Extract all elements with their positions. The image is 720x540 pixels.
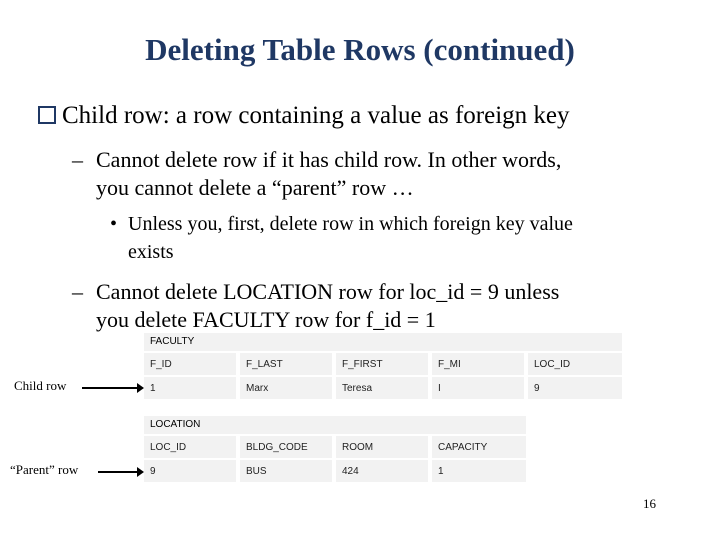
sub-bullet-2-line-1: Cannot delete LOCATION row for loc_id = 9 unless — [96, 279, 560, 304]
location-header-cell: BLDG_CODE — [240, 436, 332, 458]
faculty-data-cell: I — [432, 377, 524, 399]
faculty-header-cell: F_ID — [144, 353, 236, 375]
faculty-header-cell: F_MI — [432, 353, 524, 375]
slide-title: Deleting Table Rows (continued) — [145, 32, 575, 67]
dot-bullet-icon: • — [110, 213, 118, 235]
location-header-cell: LOC_ID — [144, 436, 236, 458]
sub-bullet-1-line-1: Cannot delete row if it has child row. In other words, — [96, 147, 562, 172]
parent-row-label: “Parent” row — [10, 462, 79, 477]
checkbox-bullet-icon — [38, 106, 56, 124]
location-data-cell: 424 — [336, 460, 428, 482]
faculty-data-cell: 9 — [528, 377, 622, 399]
location-data-cell: 9 — [144, 460, 236, 482]
faculty-data-cell: 1 — [144, 377, 236, 399]
location-header-cell: ROOM — [336, 436, 428, 458]
child-row-label: Child row — [14, 378, 67, 393]
sub-bullet-1-line-2: you cannot delete a “parent” row … — [96, 175, 414, 200]
faculty-table-label: FACULTY — [144, 333, 622, 351]
dash-bullet-icon: – — [72, 279, 83, 304]
faculty-header-cell: F_LAST — [240, 353, 332, 375]
location-data-cell: BUS — [240, 460, 332, 482]
dash-bullet-icon: – — [72, 147, 83, 172]
parent-row-arrow-icon — [98, 471, 138, 473]
location-data-cell: 1 — [432, 460, 526, 482]
sub-bullet-2-line-2: you delete FACULTY row for f_id = 1 — [96, 307, 436, 332]
location-table-label: LOCATION — [144, 416, 526, 434]
faculty-data-cell: Teresa — [336, 377, 428, 399]
subsub-bullet-line-1: Unless you, first, delete row in which foreign key value — [128, 213, 573, 235]
faculty-header-cell: F_FIRST — [336, 353, 428, 375]
location-header-cell: CAPACITY — [432, 436, 526, 458]
child-row-arrow-icon — [82, 387, 138, 389]
page-number: 16 — [643, 496, 656, 511]
bullet-text: Child row: a row containing a value as foreign key — [62, 102, 570, 129]
faculty-header-cell: LOC_ID — [528, 353, 622, 375]
bullet-child-row — [38, 102, 570, 130]
faculty-data-cell: Marx — [240, 377, 332, 399]
subsub-bullet-line-2: exists — [128, 241, 174, 263]
